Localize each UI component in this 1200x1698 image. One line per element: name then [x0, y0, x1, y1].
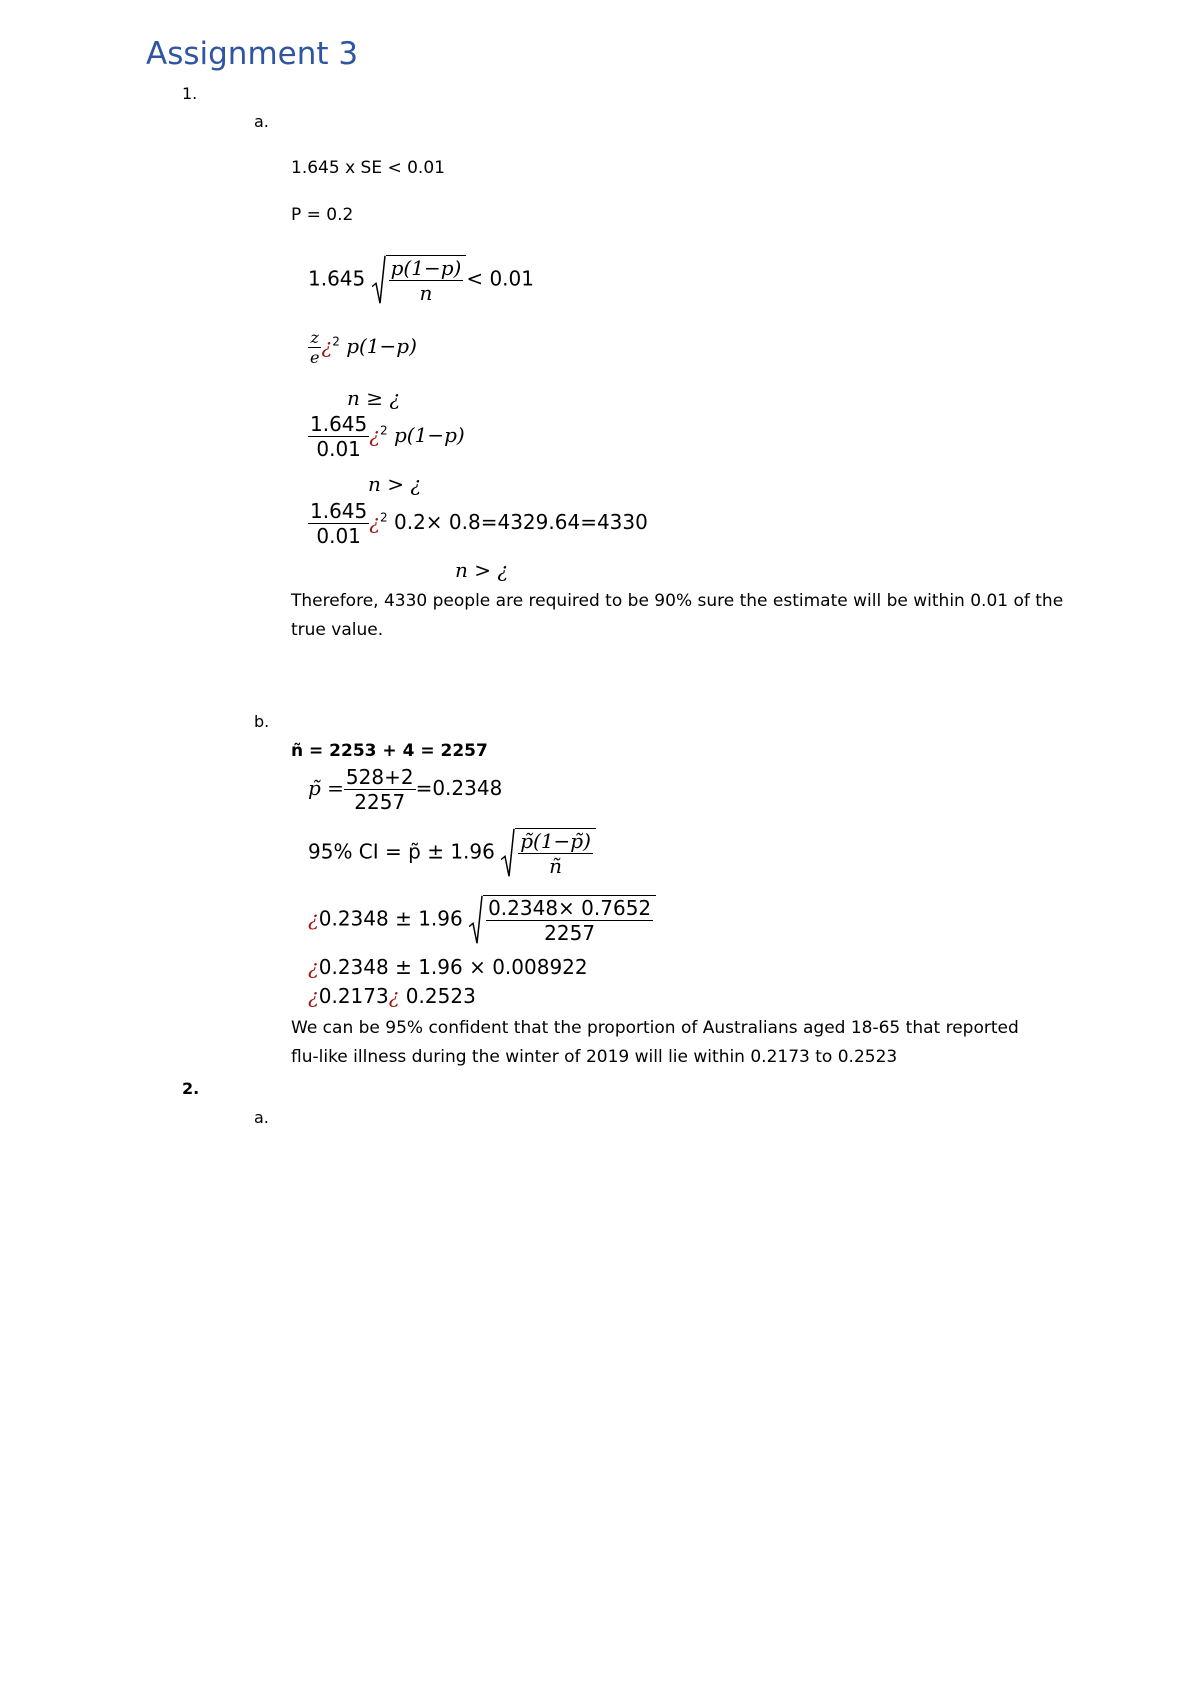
equation-confidence-interval [308, 828, 596, 878]
equation-n-bound: n ≥ ¿ [347, 386, 401, 410]
radical-sign-icon [469, 895, 483, 945]
placeholder-glyph: ¿ [308, 984, 319, 1008]
sqrt-expression [501, 828, 596, 878]
equation-n-bound-3: n > ¿ [455, 558, 509, 582]
fraction-denominator: e [310, 348, 320, 368]
radical-sign-icon [501, 828, 515, 878]
placeholder-glyph: ¿ [308, 955, 319, 979]
fraction-denominator: 2257 [544, 921, 596, 945]
p-value-line: P = 0.2 [291, 205, 354, 225]
adjusted-n-line: ñ = 2253 + 4 = 2257 [291, 741, 488, 761]
fraction-denominator: n [419, 281, 433, 305]
se-inequality: 1.645 x SE < 0.01 [291, 158, 445, 178]
equation-ci-step-1 [308, 895, 656, 945]
equation-text: 0.2348 ± 1.96 × 0.008922 [318, 955, 588, 979]
equation-sample-size-result [308, 499, 648, 548]
placeholder-glyph: ¿ [369, 423, 380, 447]
placeholder-glyph: ¿ [369, 510, 380, 534]
fraction-numerator: z [308, 328, 321, 348]
conclusion-1b: We can be 95% confident that the proportion of Australians aged 18-65 that reported flu-like illness during the winter of 2019 will lie within 0.2173 to 0.2523 [291, 1018, 1019, 1067]
question-1-number: 1. [182, 84, 198, 103]
equation-sample-size-formula [308, 328, 417, 367]
equation-sample-size-substituted [308, 412, 465, 461]
fraction-denominator: ñ [549, 854, 563, 878]
fraction-denominator: 0.01 [316, 437, 361, 461]
equation-p-tilde [308, 765, 502, 814]
equation-rhs: < 0.01 [466, 266, 534, 291]
equation-rhs: =0.2348 [415, 776, 503, 800]
ci-upper-bound: 0.2523 [399, 984, 476, 1008]
exponent: 2 [380, 423, 388, 438]
exponent: 2 [380, 510, 388, 525]
question-2a-label: a. [254, 1108, 269, 1127]
ci-lower-bound: 0.2173 [318, 984, 389, 1008]
exponent: 2 [332, 334, 340, 349]
fraction-numerator: p̃(1−p̃) [520, 829, 591, 853]
fraction-numerator: 0.2348× 0.7652 [488, 896, 652, 920]
equation-ci-step-3 [308, 984, 476, 1008]
radical-sign-icon [372, 255, 386, 305]
equation-rest: p(1−p) [387, 423, 465, 447]
placeholder-glyph: ¿ [388, 984, 400, 1008]
fraction-numerator: 1.645 [310, 499, 368, 523]
equation-lhs: p̃ = [308, 776, 344, 800]
page-title: Assignment 3 [146, 36, 359, 72]
equation-se-bound [308, 255, 534, 305]
question-1b-label: b. [254, 712, 270, 731]
question-1a-label: a. [254, 112, 269, 131]
placeholder-glyph: ¿ [308, 906, 319, 931]
equation-rest: p(1−p) [339, 334, 417, 359]
sqrt-expression [469, 895, 656, 945]
sqrt-expression [372, 255, 467, 305]
fraction-denominator: 0.01 [316, 524, 361, 548]
placeholder-glyph: ¿ [321, 334, 333, 359]
fraction-numerator: 528+2 [345, 765, 414, 789]
conclusion-1a: Therefore, 4330 people are required to be 90% sure the estimate will be within 0.01 of the true value. [291, 591, 1064, 640]
equation-lhs: 0.2348 ± 1.96 [318, 906, 463, 931]
question-2-number: 2. [182, 1079, 200, 1098]
equation-ci-step-2 [308, 955, 588, 979]
fraction-numerator: 1.645 [310, 412, 368, 436]
equation-n-bound-2: n > ¿ [368, 472, 422, 496]
fraction-denominator: 2257 [354, 790, 406, 814]
equation-rest: 0.2× 0.8=4329.64=4330 [387, 510, 648, 534]
fraction-numerator: p(1−p) [390, 256, 462, 280]
equation-coefficient: 1.645 [308, 266, 366, 291]
equation-lhs: 95% CI = p̃ ± 1.96 [308, 839, 495, 864]
